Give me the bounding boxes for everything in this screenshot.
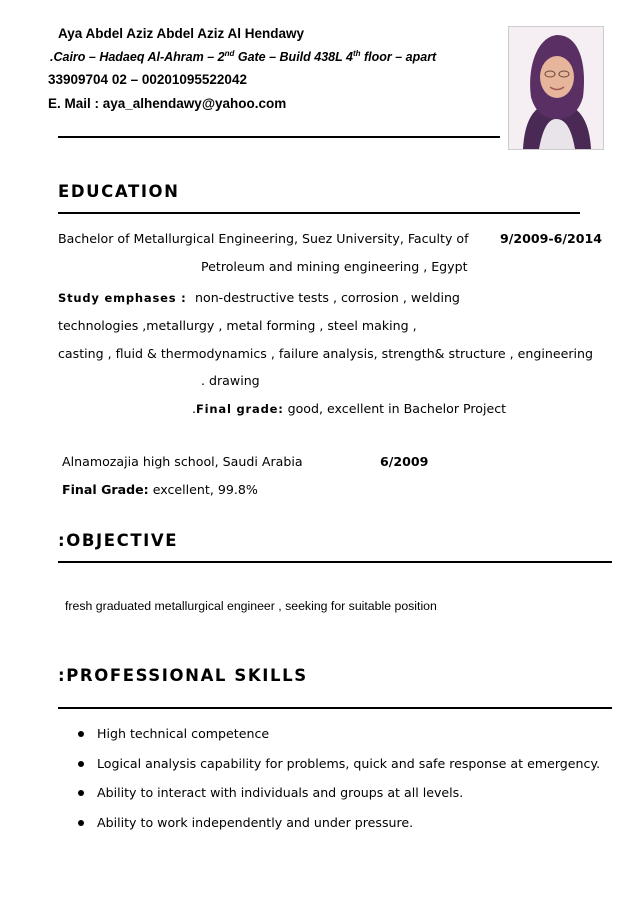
- study-line-2: technologies ,metallurgy , metal forming , steel making ,: [58, 318, 417, 333]
- high-school-grade-value: excellent, 99.8%: [148, 482, 258, 497]
- study-line-4: . drawing: [201, 373, 260, 388]
- degree-dates: 9/2009-6/2014: [500, 231, 603, 246]
- header-divider: [58, 136, 500, 138]
- profile-photo: [508, 26, 604, 150]
- bullet-icon: [78, 731, 84, 737]
- degree-line-1: Bachelor of Metallurgical Engineering, Suez University, Faculty of: [58, 231, 469, 246]
- candidate-name: Aya Abdel Aziz Abdel Aziz Al Hendawy: [58, 26, 305, 41]
- high-school-grade: [62, 482, 258, 497]
- study-line-3: casting , fluid & thermodynamics , failure analysis, strength& structure , engineering: [58, 346, 594, 361]
- study-emphases: [58, 289, 460, 307]
- high-school: Alnamozajia high school, Saudi Arabia: [62, 454, 303, 469]
- study-emphases-label: Study emphases :: [58, 291, 187, 305]
- high-school-grade-label: Final Grade:: [62, 482, 149, 497]
- objective-divider: [58, 561, 612, 563]
- bullet-icon: [78, 790, 84, 796]
- study-line-1: non-destructive tests , corrosion , welding: [195, 290, 460, 305]
- skill-item: Ability to work independently and under pressure.: [97, 815, 414, 830]
- bullet-icon: [78, 761, 84, 767]
- final-grade-value: good, excellent in Bachelor Project: [283, 401, 507, 416]
- address-line: .Cairo – Hadaeq Al-Ahram – 2nd Gate – Build 438L 4th floor – apart: [50, 49, 437, 65]
- phone-numbers: 33909704 02 – 00201095522042: [48, 72, 247, 87]
- education-heading: EDUCATION: [58, 182, 180, 201]
- bullet-icon: [78, 820, 84, 826]
- high-school-date: 6/2009: [380, 454, 429, 469]
- final-grade-label: Final grade:: [196, 402, 284, 416]
- skills-heading: :PROFESSIONAL SKILLS: [58, 666, 308, 685]
- skill-item: High technical competence: [97, 726, 270, 741]
- education-divider: [58, 212, 580, 214]
- email-line: E. Mail : aya_alhendawy@yahoo.com: [48, 96, 287, 111]
- skills-divider: [58, 707, 612, 709]
- skill-item: Logical analysis capability for problems, quick and safe response at emergency.: [97, 756, 601, 771]
- degree-line-2: Petroleum and mining engineering , Egypt: [201, 259, 468, 274]
- final-grade: .Final grade: good, excellent in Bachelor Project: [192, 401, 507, 416]
- skill-item: Ability to interact with individuals and groups at all levels.: [97, 785, 464, 800]
- objective-text: fresh graduated metallurgical engineer , seeking for suitable position: [65, 599, 437, 613]
- objective-heading: :OBJECTIVE: [58, 531, 179, 550]
